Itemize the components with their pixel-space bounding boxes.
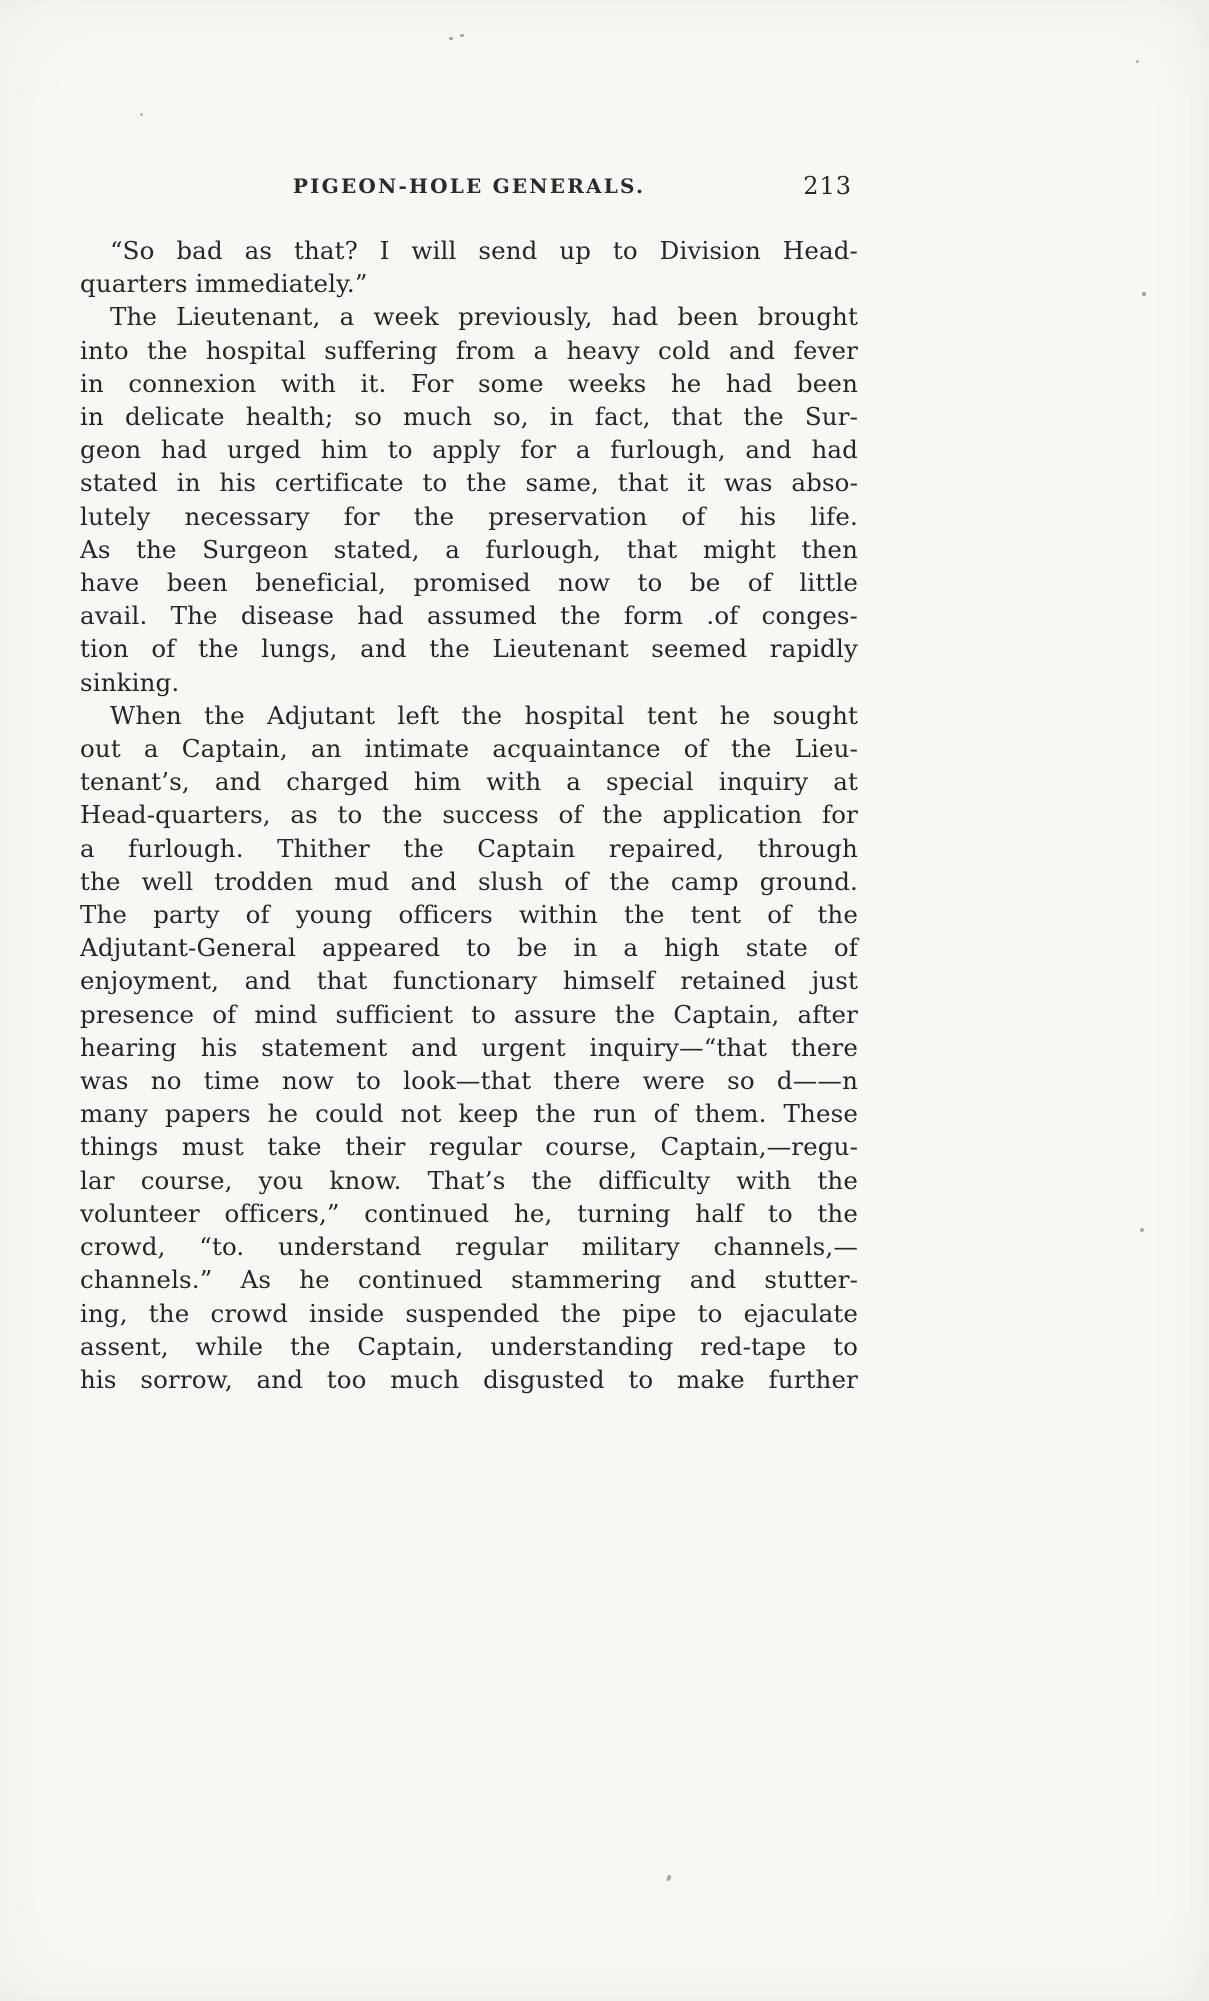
text-line: things must take their regular course, Captain,—regu- xyxy=(80,1132,858,1162)
text-line: in connexion with it. For some weeks he had been xyxy=(80,368,858,398)
text-line: hearing his statement and urgent inquiry—“that there xyxy=(80,1032,858,1062)
text-line: tenant’s, and charged him with a special inquiry at xyxy=(80,767,858,797)
paragraph xyxy=(80,300,858,698)
text-line: The Lieutenant, a week previously, had been brought xyxy=(110,302,858,332)
text-line: tion of the lungs, and the Lieutenant seemed rapidly xyxy=(80,634,858,664)
page-number: 213 xyxy=(803,172,852,200)
text-line: enjoyment, and that functionary himself retained just xyxy=(80,966,858,996)
scan-speck xyxy=(460,34,464,37)
text-line: into the hospital suffering from a heavy cold and fever xyxy=(80,335,858,365)
running-title: PIGEON-HOLE GENERALS. xyxy=(292,174,646,198)
text-line: in delicate health; so much so, in fact, that the Sur- xyxy=(80,402,858,432)
scan-speck xyxy=(140,113,143,116)
text-line: The party of young officers within the tent of the xyxy=(80,900,858,930)
text-line: lutely necessary for the preservation of his life. xyxy=(80,501,858,531)
text-line: stated in his certificate to the same, that it was abso- xyxy=(80,468,858,498)
text-line: was no time now to look—that there were so d——n xyxy=(80,1066,858,1096)
text-line: the well trodden mud and slush of the camp ground. xyxy=(80,866,858,896)
scan-speck xyxy=(666,1875,672,1882)
text-line: lar course, you know. That’s the difficulty with the xyxy=(80,1165,858,1195)
text-line: many papers he could not keep the run of them. These xyxy=(80,1099,858,1129)
scan-speck xyxy=(1142,292,1146,296)
text-line: sinking. xyxy=(80,667,180,697)
text-line: geon had urged him to apply for a furlough, and had xyxy=(80,435,858,465)
text-line: avail. The disease had assumed the form .of conges- xyxy=(80,601,858,631)
scan-speck xyxy=(449,37,453,40)
text-line: presence of mind sufficient to assure the Captain, after xyxy=(80,999,858,1029)
text-line: crowd, “to. understand regular military channels,— xyxy=(80,1232,858,1262)
text-line: ing, the crowd inside suspended the pipe to ejaculate xyxy=(80,1298,858,1328)
text-line: a furlough. Thither the Captain repaired, through xyxy=(80,833,858,863)
text-line: volunteer officers,” continued he, turning half to the xyxy=(80,1198,858,1228)
text-line: his sorrow, and too much disgusted to make further xyxy=(80,1364,858,1394)
body-text xyxy=(80,234,858,1396)
scan-speck xyxy=(1140,1228,1144,1232)
paragraph xyxy=(80,699,858,1396)
text-line: out a Captain, an intimate acquaintance of the Lieu- xyxy=(80,734,858,764)
text-line: have been beneficial, promised now to be of little xyxy=(80,568,858,598)
text-line: “So bad as that? I will send up to Division Head- xyxy=(110,236,858,265)
scan-speck xyxy=(1136,60,1139,63)
page-header xyxy=(80,172,858,206)
text-line: assent, while the Captain, understanding red-tape to xyxy=(80,1331,858,1361)
text-line: channels.” As he continued stammering and stutter- xyxy=(80,1265,858,1295)
text-line: Adjutant-General appeared to be in a high state of xyxy=(80,933,858,963)
text-line: quarters immediately.” xyxy=(80,269,368,299)
paragraph xyxy=(80,234,858,300)
text-line: When the Adjutant left the hospital tent he sought xyxy=(110,700,858,730)
text-line: As the Surgeon stated, a furlough, that might then xyxy=(80,534,858,564)
text-line: Head-quarters, as to the success of the application for xyxy=(80,800,858,830)
